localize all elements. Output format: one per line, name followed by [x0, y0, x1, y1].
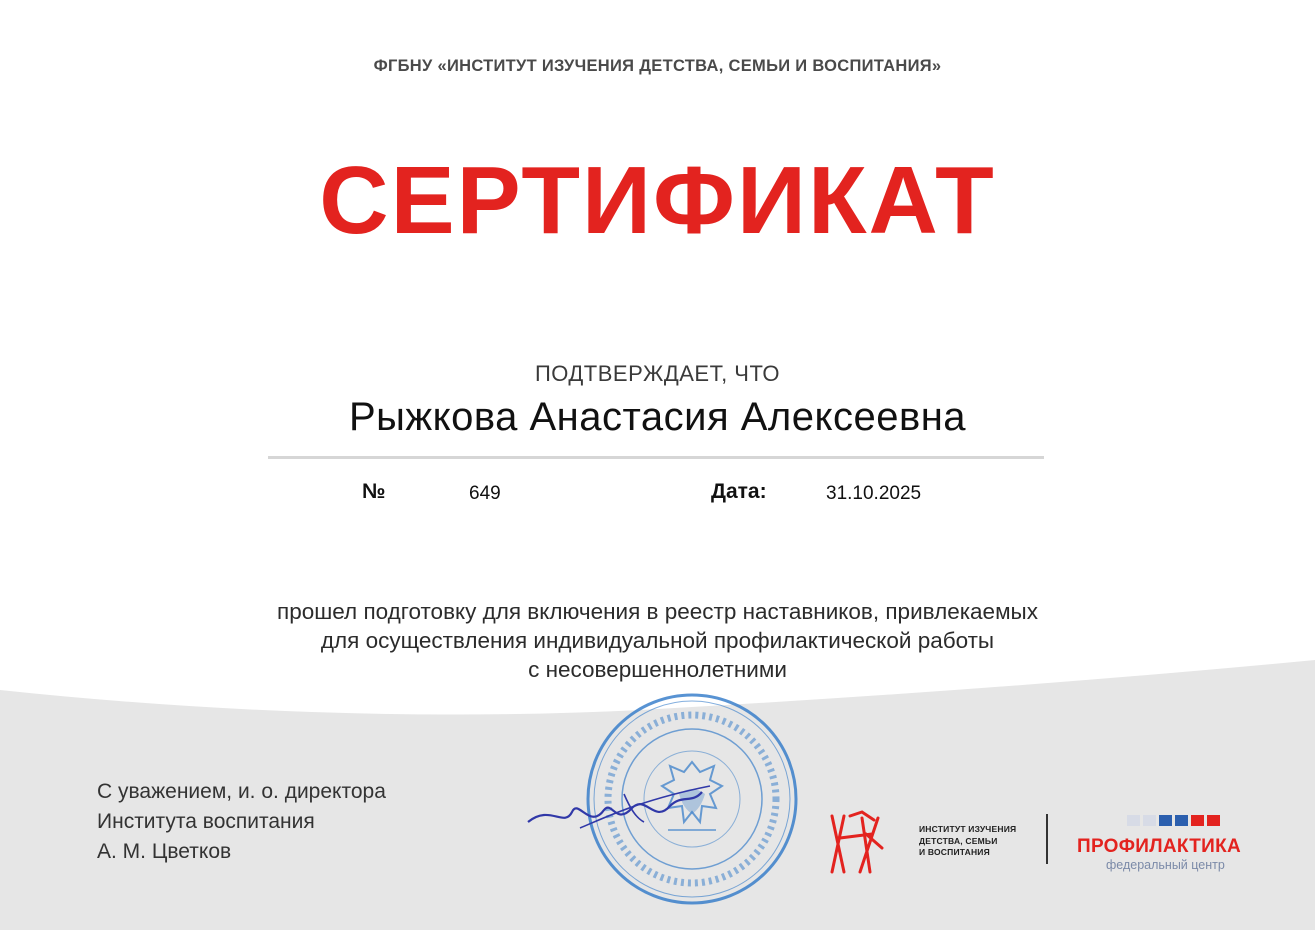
description-line-1: прошел подготовку для включения в реестр наставников, привлекаемых: [277, 599, 1038, 624]
name-underline: [268, 456, 1044, 459]
description-line-2: для осуществления индивидуальной профилактической работы: [320, 628, 995, 653]
square-icon: [1159, 815, 1172, 826]
signatory-line-1: С уважением, и. о. директора: [97, 780, 386, 803]
date-value: 31.10.2025: [826, 483, 922, 504]
square-icon: [1127, 815, 1140, 826]
logo-divider: [1046, 814, 1048, 864]
institute-logo-text: [919, 824, 1016, 859]
square-icon: [1191, 815, 1204, 826]
institute-text-line-1: ИНСТИТУТ ИЗУЧЕНИЯ: [919, 824, 1017, 834]
number-label: №: [362, 480, 386, 503]
institute-text-line-2: ДЕТСТВА, СЕМЬИ: [919, 835, 998, 846]
signatory-block: [97, 777, 386, 867]
profilaktika-subtitle: федеральный центр: [1106, 858, 1225, 872]
signature-icon: [520, 770, 720, 850]
square-icon: [1175, 815, 1188, 826]
institute-text-line-3: И ВОСПИТАНИЯ: [919, 847, 990, 857]
profilaktika-title: ПРОФИЛАКТИКА: [1077, 836, 1242, 857]
institute-logo-icon: [826, 808, 886, 874]
certificate-title: СЕРТИФИКАТ: [319, 147, 996, 254]
certificate-description: [0, 597, 1315, 684]
recipient-name: Рыжкова Анастасия Алексеевна: [348, 395, 967, 439]
confirms-label: ПОДТВЕРЖДАЕТ, ЧТО: [534, 361, 781, 386]
description-line-3: с несовершеннолетними: [528, 657, 787, 682]
signatory-line-2: Института воспитания: [97, 810, 315, 833]
organization-name: ФГБНУ «ИНСТИТУТ ИЗУЧЕНИЯ ДЕТСТВА, СЕМЬИ И ВОСПИТАНИЯ»: [373, 57, 942, 75]
number-value: 649: [469, 483, 501, 504]
date-label: Дата:: [711, 480, 767, 503]
signatory-name: А. М. Цветков: [97, 840, 232, 863]
square-icon: [1143, 815, 1156, 826]
square-icon: [1207, 815, 1220, 826]
